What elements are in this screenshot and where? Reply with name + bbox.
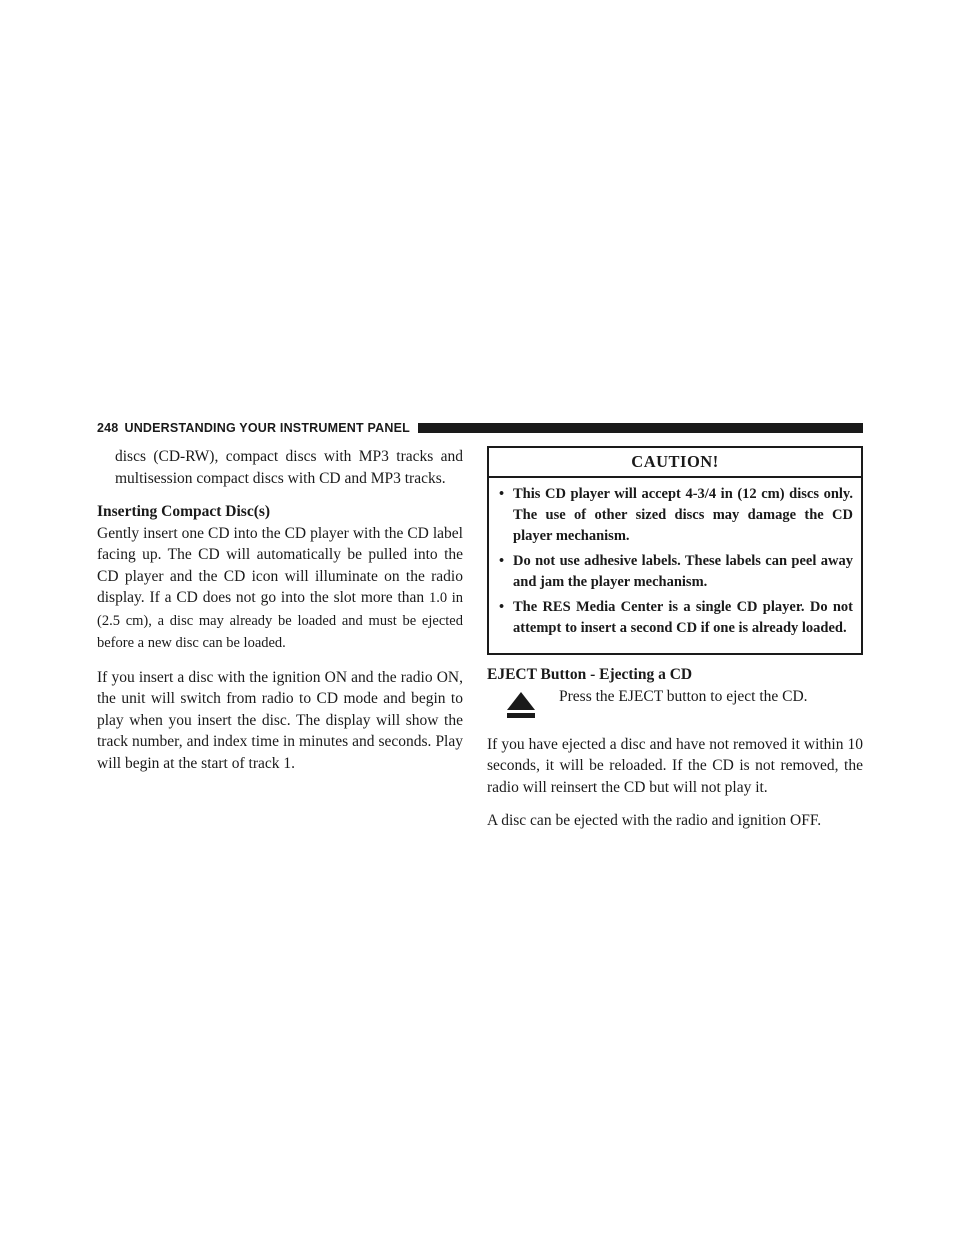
eject-icon — [505, 690, 537, 720]
eject-text: Press the EJECT button to eject the CD. — [559, 687, 808, 705]
section-title: UNDERSTANDING YOUR INSTRUMENT PANEL — [124, 421, 410, 435]
caution-item: • This CD player will accept 4-3/4 in (12 cm) discs only. The use of other sized discs may damage the CD player mechanism. — [499, 484, 853, 547]
page-header — [97, 419, 863, 437]
caution-item: • Do not use adhesive labels. These labels can peel away and jam the player mechanism. — [499, 551, 853, 593]
ignition-off-paragraph: A disc can be ejected with the radio and ignition OFF. — [487, 812, 822, 829]
eject-heading: EJECT Button - Ejecting a CD — [487, 666, 693, 683]
caution-list — [489, 484, 861, 639]
left-column — [97, 446, 463, 774]
inserting-text-b: 1.0 in (2.5 cm), a disc may already be loaded and must be ejected before a new disc can be loaded. — [97, 590, 463, 651]
caution-item: • The RES Media Center is a single CD player. Do not attempt to insert a second CD if one is already loaded. — [499, 597, 853, 639]
caution-box — [487, 446, 863, 655]
inserting-text-a: Gently insert one CD into the CD player with the CD label facing up. The CD will automatically be pulled into the CD player and the CD icon will illuminate on the radio display. If a CD does not go into the slot more than — [97, 524, 463, 606]
reload-paragraph: If you have ejected a disc and have not removed it within 10 seconds, it will be reloaded. If the CD is not removed, the radio will reinsert the CD but will not play it. — [487, 735, 863, 796]
caution-title: CAUTION! — [489, 448, 861, 478]
page-number: 248 — [97, 421, 119, 435]
ignition-paragraph: If you insert a disc with the ignition ON and the radio ON, the unit will switch from radio to CD mode and begin to play when you insert the disc. The display will show the track number, and index time in minutes and seconds. Play will begin at the start of track 1. — [97, 668, 463, 772]
inserting-paragraph — [97, 523, 463, 655]
right-column — [487, 446, 863, 832]
eject-row — [487, 686, 863, 720]
header-rule — [418, 423, 863, 433]
intro-paragraph: discs (CD-RW), compact discs with MP3 tracks and multisession compact discs with CD and MP3 tracks. — [115, 448, 463, 487]
inserting-heading: Inserting Compact Disc(s) — [97, 503, 271, 520]
